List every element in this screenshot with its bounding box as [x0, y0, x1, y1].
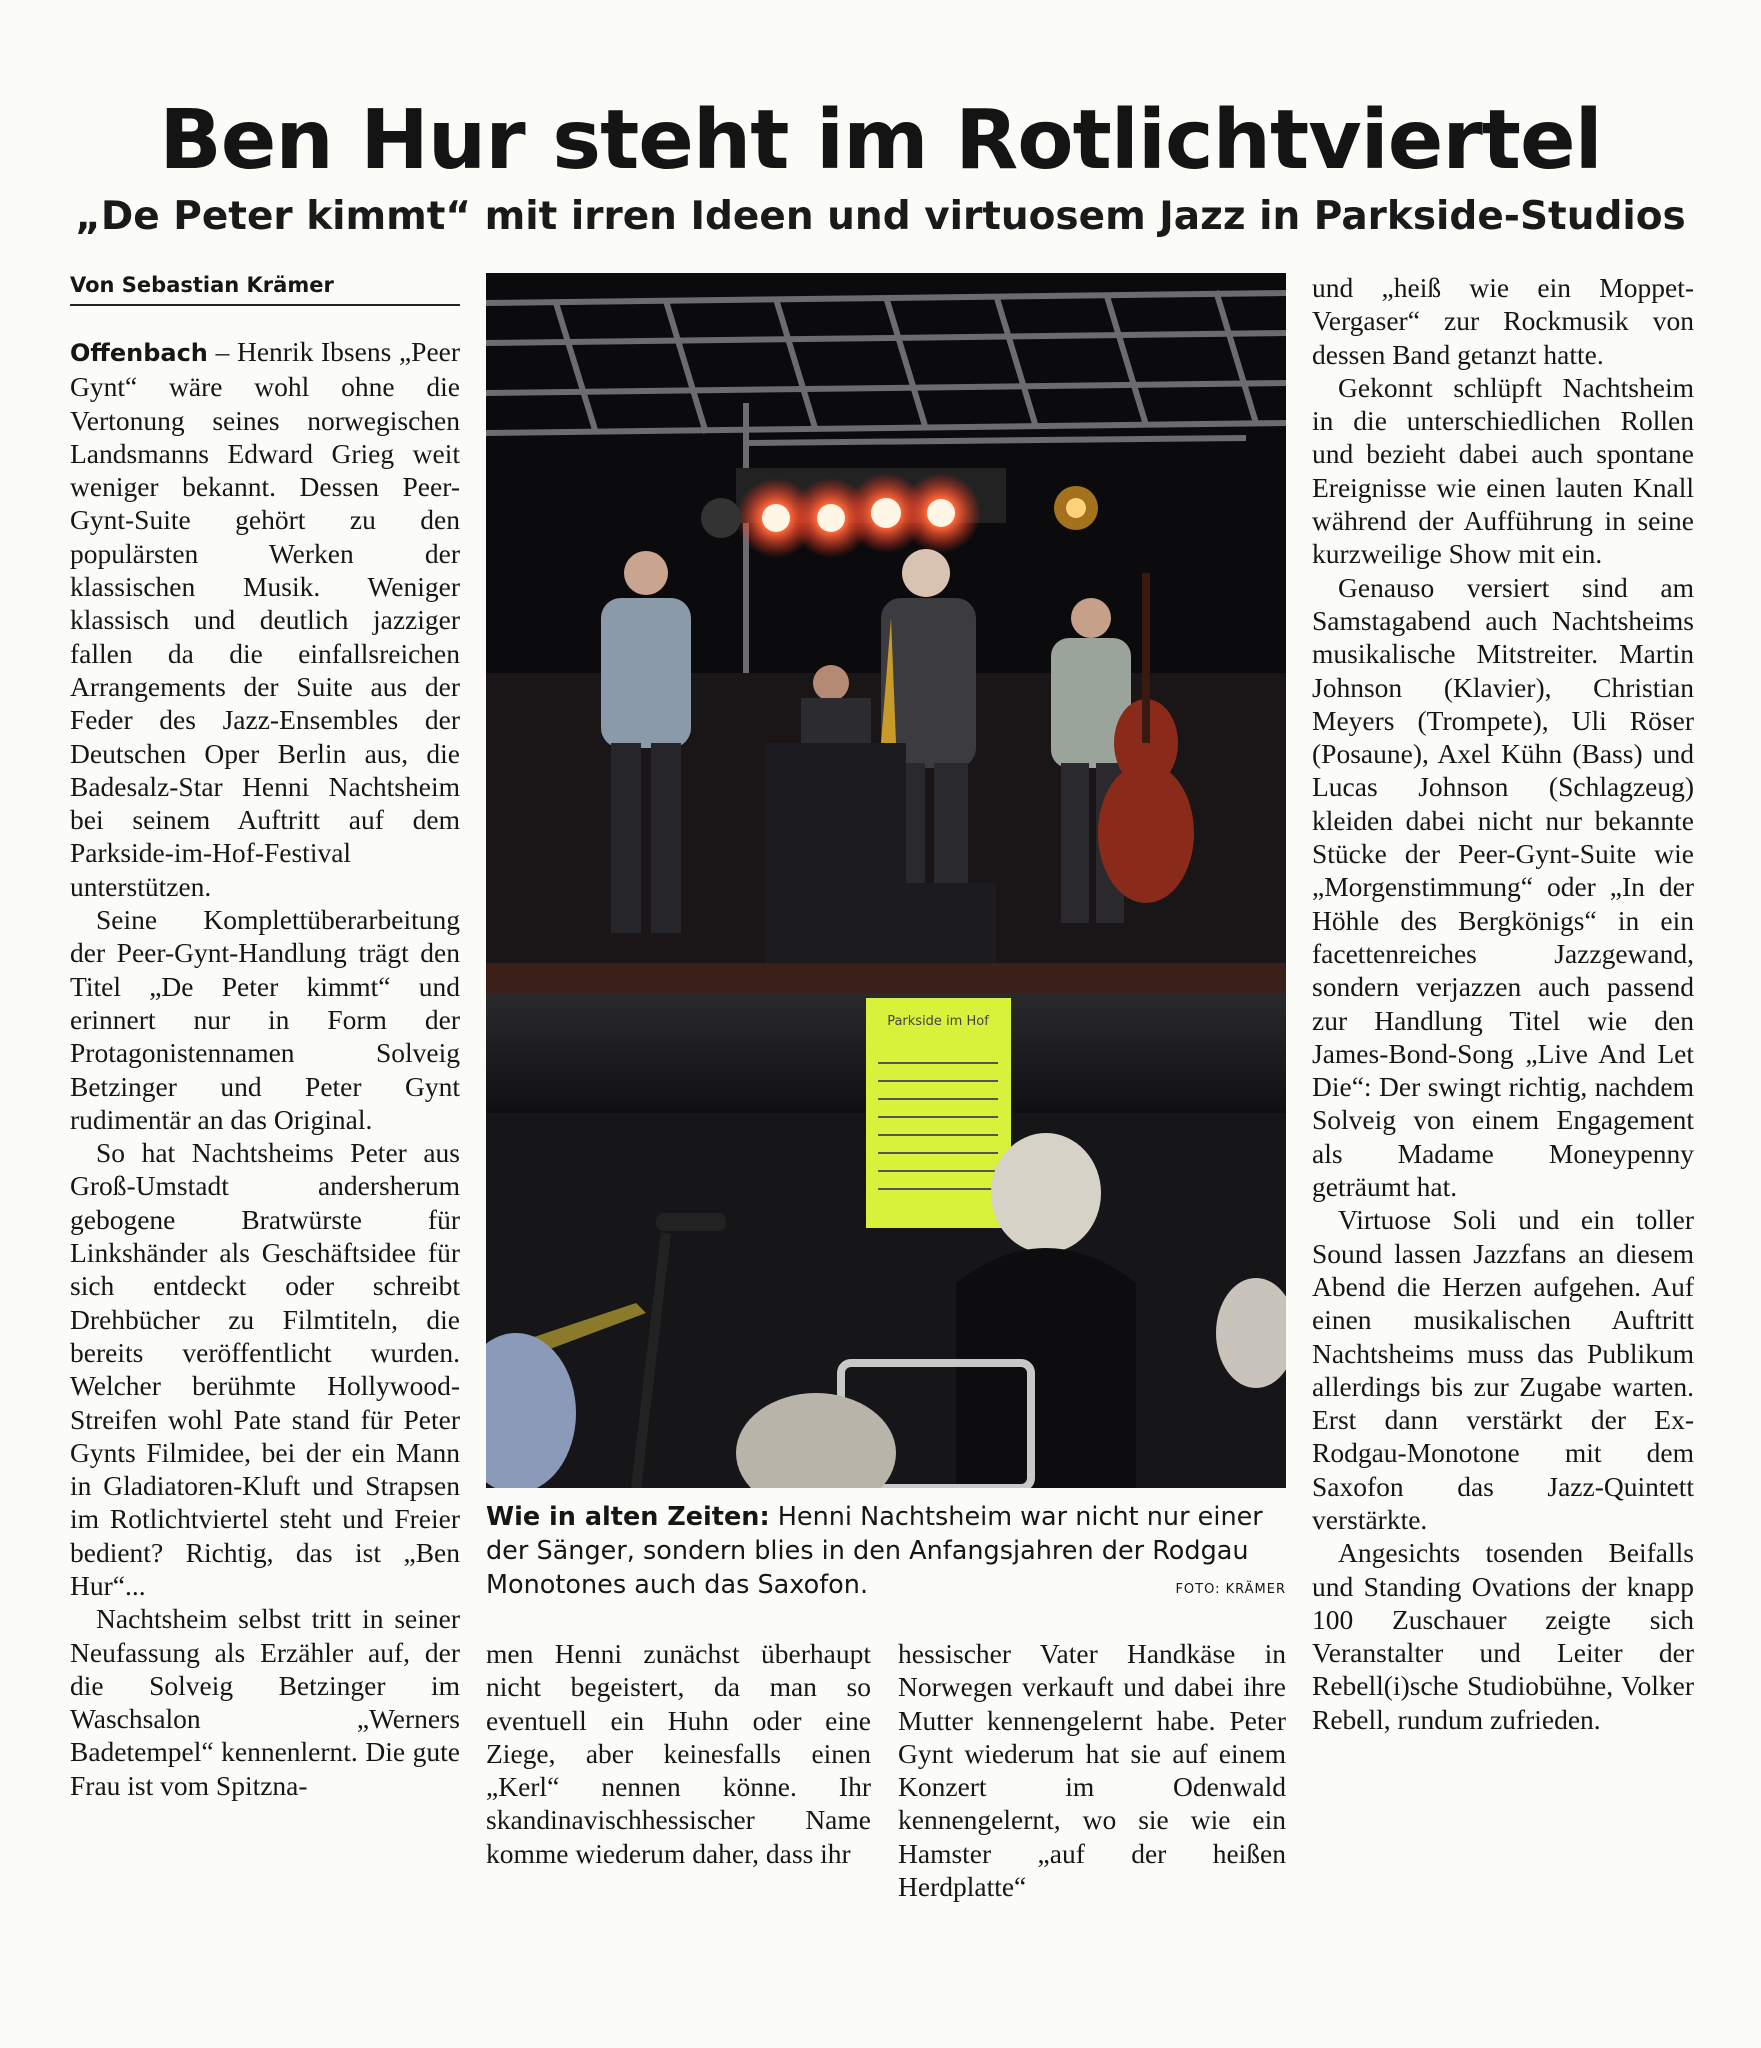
festival-poster — [866, 998, 1011, 1228]
paragraph: Gekonnt schlüpft Nachtsheim in die unterschiedlichen Rollen und bezieht dabei auch spontane Ereignisse wie einen lauten Knall während der Aufführung in seine kurzweilige Show mit ein. — [1312, 371, 1694, 570]
article-column-3 — [486, 1637, 871, 1870]
paragraph: hessischer Vater Handkäse in Norwegen verkauft und dabei ihre Mutter kennengelernt habe. Peter Gynt wiederum hat sie auf einem Konzert im Odenwald kennengelernt, wo sie wie ein Hamster „auf der heißen Herdplatte“ — [898, 1638, 1286, 1903]
paragraph: Angesichts tosenden Beifalls und Standing Ovations der knapp 100 Zuschauer zeigte sich Veranstalter und Leiter der Rebell(i)sche Studiobühne, Volker Rebell, rundum zufrieden. — [1312, 1537, 1694, 1735]
byline: Von Sebastian Krämer — [70, 273, 460, 306]
paragraph: und „heiß wie ein Moppet-Vergaser“ zur Rockmusik von dessen Band getanzt hatte. — [1312, 272, 1694, 370]
dateline: Offenbach — [70, 339, 208, 367]
subheadline: „De Peter kimmt“ mit irren Ideen und virtuosem Jazz in Parkside-Studios — [75, 194, 1686, 239]
stage-illustration — [486, 273, 1286, 1488]
paragraph: Nachtsheim selbst tritt in seiner Neufassung als Erzähler auf, der die Solveig Betzinger im Waschsalon „Werners Badetempel“ kennenlernt. Die gute Frau ist vom Spitzna- — [70, 1603, 460, 1801]
caption-lead: Wie in alten Zeiten: — [486, 1502, 770, 1532]
poster-title: Parkside im Hof — [887, 1014, 989, 1029]
paragraph — [70, 335, 460, 903]
headline: Ben Hur steht im Rotlichtviertel — [159, 93, 1602, 188]
paragraph-text: – Henrik Ibsens „Peer Gynt“ wäre wohl ohne die Vertonung seines norwegischen Landsmanns Edward Grieg weit weniger bekannt. Dessen Peer-Gynt-Suite gehört zu den populärsten Werken der klassischen Musik. Weniger klassisch und deutlich jazziger fallen da die einfallsreichen Arrangements der Suite aus der Feder des Jazz-Ensembles der Deutschen Oper Berlin aus, die Badesalz-Star Henni Nachtsheim bei seinem Auftritt auf dem Parkside-im-Hof-Festival unterstützen. — [70, 336, 461, 902]
photo-credit: FOTO: KRÄMER — [1175, 1582, 1286, 1597]
article-column-right — [1312, 271, 1694, 1736]
paragraph: Virtuose Soli und ein toller Sound lassen Jazzfans an diesem Abend die Herzen aufgehen. Auf einen musikalischen Auftritt Nachtsheims muss das Publikum allerdings bis zur Zugabe warten. Erst dann verstärkt der Ex-Rodgau-Monotone mit dem Saxofon das Jazz-Quintett verstärkte. — [1312, 1204, 1694, 1535]
paragraph: Genauso versiert sind am Samstagabend auch Nachtsheims musikalische Mitstreiter. Martin Johnson (Klavier), Christian Meyers (Trompete), Uli Röser (Posaune), Axel Kühn (Bass) und Lucas Johnson (Schlagzeug) kleiden dabei nicht nur bekannte Stücke der Peer-Gynt-Suite wie „Morgenstimmung“ oder „In der Höhle des Bergkönigs“ in ein facettenreiches Jazzgewand, sondern verjazzen auch passend zur Handlung Titel wie den James-Bond-Song „Live And Let Die“: Der swingt richtig, nachdem Solveig von einem Engagement als Madame Moneypenny geträumt hat. — [1312, 571, 1694, 1203]
article-column-1 — [70, 335, 460, 1802]
concert-photo — [486, 273, 1286, 1488]
article-column-4 — [898, 1637, 1286, 1903]
paragraph: men Henni zunächst überhaupt nicht begeistert, da man so eventuell ein Huhn oder eine Ziege, aber keinesfalls einen „Kerl“ nennen könne. Ihr skandinavischhessischer Name komme wiederum daher, dass ihr — [486, 1638, 871, 1869]
paragraph: So hat Nachtsheims Peter aus Groß-Umstadt andersherum gebogene Bratwürste für Linkshänder als Geschäftsidee für sich entdeckt oder schreibt Drehbücher zu Filmtiteln, die bereits veröffentlicht wurden. Welcher berühmte Hollywood-Streifen wohl Pate stand für Peter Gynts Filmidee, bei der ein Mann in Gladiatoren-Kluft und Strapsen im Rotlichtviertel steht und Freier bedient? Richtig, das ist „Ben Hur“... — [70, 1137, 460, 1601]
caption-text: Henni Nachtsheim war nicht nur einer der Sänger, sondern blies in den Anfangsjahren der Rodgau Monotones auch das Saxofon. — [486, 1502, 1263, 1600]
paragraph: Seine Komplettüberarbeitung der Peer-Gynt-Handlung trägt den Titel „De Peter kimmt“ und erinnert nur in Form der Protagonistennamen Solveig Betzinger und Peter Gynt rudimentär an das Original. — [70, 904, 460, 1135]
